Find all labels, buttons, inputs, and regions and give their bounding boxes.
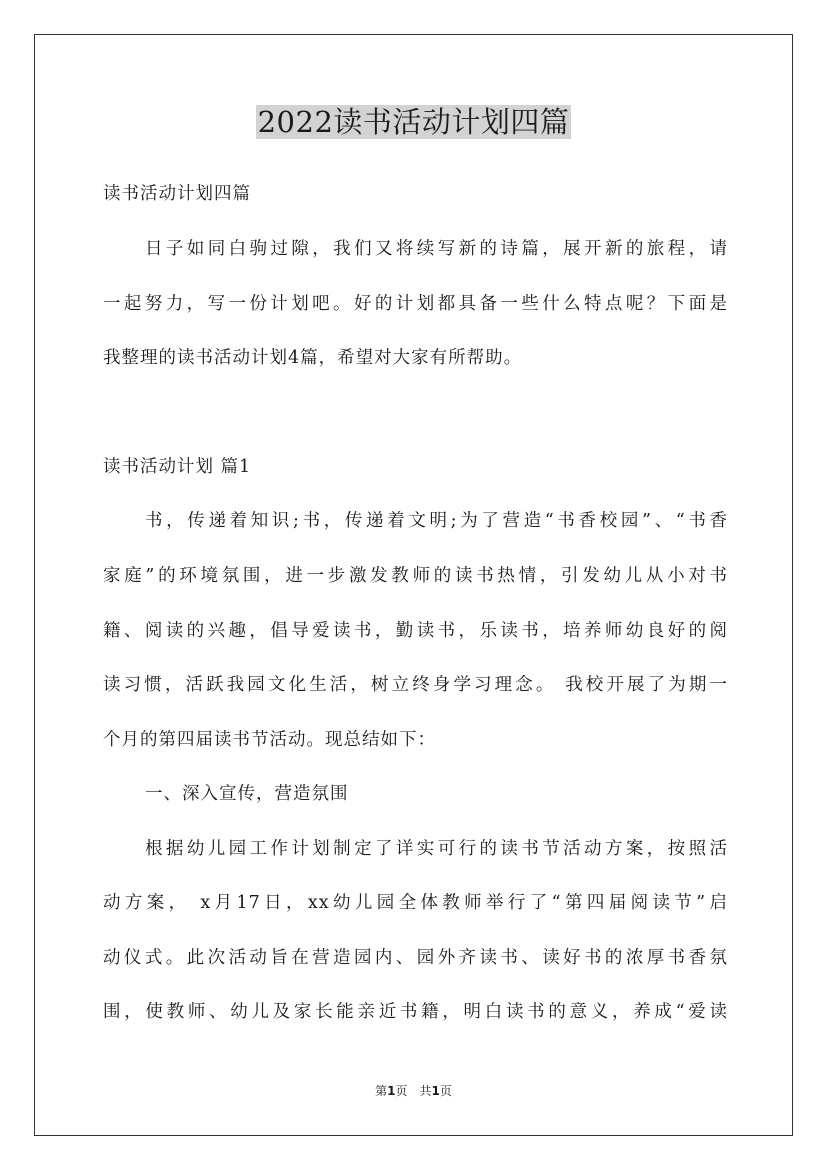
paragraph-line: 个月的第四届读书节活动。现总结如下： bbox=[103, 730, 436, 750]
page-mid: 页 共 bbox=[395, 1084, 432, 1098]
page-number: 1 bbox=[387, 1084, 396, 1098]
paragraph-line: 根据幼儿园工作计划制定了详实可行的读书节活动方案，按照活 bbox=[145, 839, 728, 859]
paragraph-line: 一起努力，写一份计划吧。好的计划都具备一些什么特点呢？下面是 bbox=[103, 294, 728, 314]
page-total: 1 bbox=[431, 1084, 440, 1098]
section-heading: 读书活动计划 篇1 bbox=[103, 457, 252, 477]
section-heading: 读书活动计划四篇 bbox=[103, 184, 251, 204]
paragraph-line: 动方案， x月17日，xx幼儿园全体教师举行了“第四届阅读节”启 bbox=[103, 893, 728, 913]
paragraph-line: 围，使教师、幼儿及家长能亲近书籍，明白读书的意义，养成“爱读 bbox=[103, 1002, 728, 1022]
paragraph-line: 读习惯，活跃我园文化生活，树立终身学习理念。 我校开展了为期一 bbox=[103, 675, 728, 695]
paragraph-line: 籍、阅读的兴趣，倡导爱读书，勤读书，乐读书，培养师幼良好的阅 bbox=[103, 621, 728, 641]
document-title bbox=[0, 102, 827, 142]
paragraph-line: 家庭”的环境氛围，进一步激发教师的读书热情，引发幼儿从小对书 bbox=[103, 566, 728, 586]
paragraph-line: 书，传递着知识;书，传递着文明;为了营造“书香校园”、“书香 bbox=[145, 511, 728, 531]
paragraph-line: 我整理的读书活动计划4篇，希望对大家有所帮助。 bbox=[103, 348, 523, 368]
document-title-text: 2022读书活动计划四篇 bbox=[257, 105, 570, 139]
page-suffix: 页 bbox=[439, 1084, 452, 1098]
subsection-heading: 一、深入宣传，营造氛围 bbox=[145, 784, 349, 804]
page-prefix: 第 bbox=[375, 1084, 388, 1098]
paragraph-line: 动仪式。此次活动旨在营造园内、园外齐读书、读好书的浓厚书香氛 bbox=[103, 948, 728, 968]
paragraph-line: 日子如同白驹过隙，我们又将续写新的诗篇，展开新的旅程，请 bbox=[145, 239, 728, 259]
page-footer bbox=[0, 1083, 827, 1099]
